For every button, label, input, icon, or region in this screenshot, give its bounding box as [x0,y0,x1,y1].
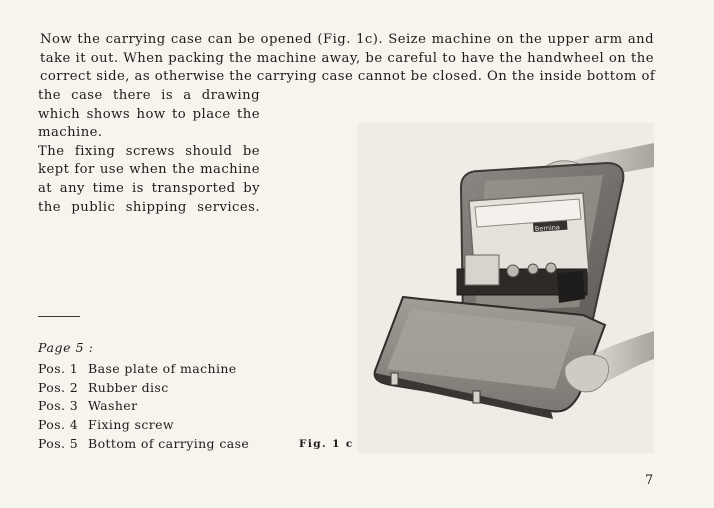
pos-number: Pos. 1 [38,361,79,376]
list-item [38,397,249,416]
figure-photo [357,123,654,453]
pos-label: Bottom of carrying case [88,435,250,451]
clasp-shape [391,373,398,385]
text-line: kept for use when the machine [38,162,260,178]
machine-front-plate [465,255,499,285]
pos-number: Pos. 4 [38,417,79,433]
pos-label: Washer [88,398,138,414]
knob-shape [546,263,556,273]
pos-label: Base plate of machine [88,361,237,376]
list-item [38,360,249,379]
text-line: at any time is transported by [38,180,260,196]
handwheel-shape [557,271,585,303]
list-item [38,435,249,454]
brand-text: Bernina [534,223,561,233]
parts-list [38,360,249,454]
page-number: 7 [645,473,654,488]
knob-shape [507,265,519,277]
sewing-machine-case-illustration [357,123,654,453]
intro-paragraph [40,31,654,87]
intro-line: Now the carrying case can be opened (Fig. 1c). Seize machine on the upper arm and [40,32,654,47]
knob-shape [528,264,538,274]
text-line: the case there is a drawing [38,88,260,103]
pos-number: Pos. 5 [38,435,79,451]
text-line: which shows how to place the [38,106,260,122]
pos-label: Rubber disc [88,379,169,395]
intro-line: correct side, as otherwise the carrying case cannot be closed. On the inside bottom of [40,69,656,85]
clasp-shape [473,391,480,403]
text-line: machine. [38,125,103,141]
instruction-paragraph [38,87,260,217]
section-divider [38,316,80,317]
text-line: the public shipping services. [38,199,260,215]
pos-number: Pos. 3 [38,398,79,414]
list-item [38,379,249,398]
list-item [38,416,249,435]
parts-heading: Page 5 : [38,340,94,355]
pos-label: Fixing screw [88,417,175,433]
intro-line: take it out. When packing the machine away, be careful to have the handwheel on the [40,50,654,66]
pos-number: Pos. 2 [38,379,79,395]
figure-label: Fig. 1 c [299,438,354,450]
text-line: The fixing screws should be [38,143,260,159]
